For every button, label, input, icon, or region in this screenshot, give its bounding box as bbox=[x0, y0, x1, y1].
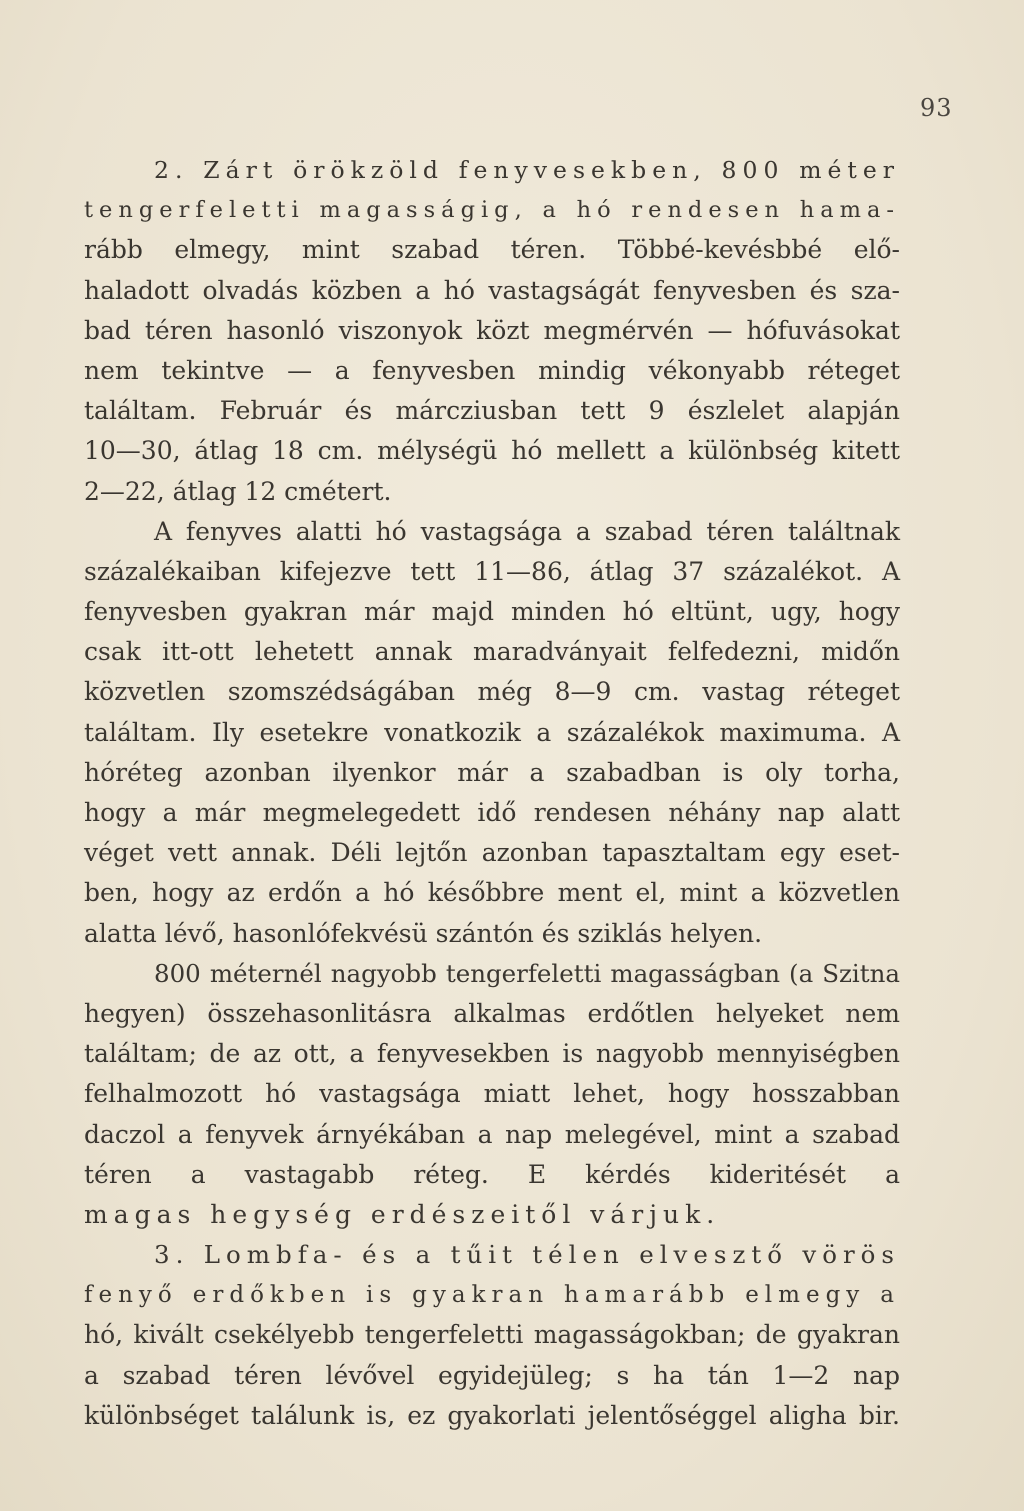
text-line: 3. Lombfa- és a tűit télen elvesztő vörös bbox=[154, 1240, 900, 1270]
text-line: százalékaiban kifejezve tett 11—86, átlag 37 százalékot. A bbox=[84, 556, 900, 586]
text-line: hóréteg azonban ilyenkor már a szabadban is oly torha, bbox=[84, 757, 900, 787]
text-line: nem tekintve — a fenyvesben mindig vékonyabb réteget bbox=[84, 355, 900, 385]
text-line: ben, hogy az erdőn a hó későbbre ment el, mint a közvetlen bbox=[84, 878, 900, 908]
body-text bbox=[84, 150, 900, 1436]
text-line: különbséget találunk is, ez gyakorlati jelentőséggel aligha bir. bbox=[84, 1400, 900, 1430]
text-line: haladott olvadás közben a hó vastagságát fenyvesben és sza- bbox=[84, 275, 900, 305]
text-line: közvetlen szomszédságában még 8—9 cm. vastag réteget bbox=[84, 677, 900, 707]
text-line: magas hegység erdészeitől várjuk. bbox=[84, 1199, 721, 1229]
text-line: 2—22, átlag 12 cmétert. bbox=[84, 476, 392, 506]
text-line: 800 méternél nagyobb tengerfeletti magasságban (a Szitna bbox=[154, 958, 900, 988]
text-line: fenyő erdőkben is gyakran hamarább elmegy a bbox=[84, 1282, 900, 1309]
text-line: A fenyves alatti hó vastagsága a szabad téren találtnak bbox=[154, 516, 900, 546]
text-line: rább elmegy, mint szabad téren. Többé-kevésbbé elő- bbox=[84, 235, 900, 265]
text-line: daczol a fenyvek árnyékában a nap melegével, mint a szabad bbox=[84, 1119, 900, 1149]
text-line: találtam; de az ott, a fenyvesekben is nagyobb mennyiségben bbox=[84, 1039, 900, 1069]
text-line: fenyvesben gyakran már majd minden hó eltünt, ugy, hogy bbox=[84, 597, 900, 627]
text-line: hegyen) összehasonlitásra alkalmas erdőtlen helyeket nem bbox=[84, 998, 900, 1028]
text-line: találtam. Február és márcziusban tett 9 észlelet alapján bbox=[84, 396, 900, 426]
text-line: 2. Zárt örökzöld fenyvesekben, 800 méter bbox=[154, 156, 900, 184]
text-line: bad téren hasonló viszonyok közt megmérvén — hófuvásokat bbox=[84, 315, 900, 345]
page-number: 93 bbox=[920, 94, 953, 122]
text-line: téren a vastagabb réteg. E kérdés kideritését a bbox=[84, 1159, 900, 1189]
text-line: hó, kivált csekélyebb tengerfeletti magasságokban; de gyakran bbox=[84, 1320, 900, 1350]
text-line: találtam. Ily esetekre vonatkozik a százalékok maximuma. A bbox=[84, 717, 900, 747]
text-line: 10—30, átlag 18 cm. mélységü hó mellett a különbség kitett bbox=[84, 436, 900, 466]
text-line: véget vett annak. Déli lejtőn azonban tapasztaltam egy eset- bbox=[84, 838, 900, 868]
text-line: tengerfeletti magasságig, a hó rendesen hama- bbox=[84, 197, 900, 224]
text-line: a szabad téren lévővel egyidejüleg; s ha tán 1—2 nap bbox=[84, 1360, 900, 1390]
text-line: hogy a már megmelegedett idő rendesen néhány nap alatt bbox=[84, 798, 900, 827]
text-line: felhalmozott hó vastagsága miatt lehet, hogy hosszabban bbox=[84, 1079, 900, 1109]
text-line: alatta lévő, hasonlófekvésü szántón és sziklás helyen. bbox=[84, 918, 763, 948]
text-line: csak itt-ott lehetett annak maradványait felfedezni, midőn bbox=[84, 637, 900, 667]
